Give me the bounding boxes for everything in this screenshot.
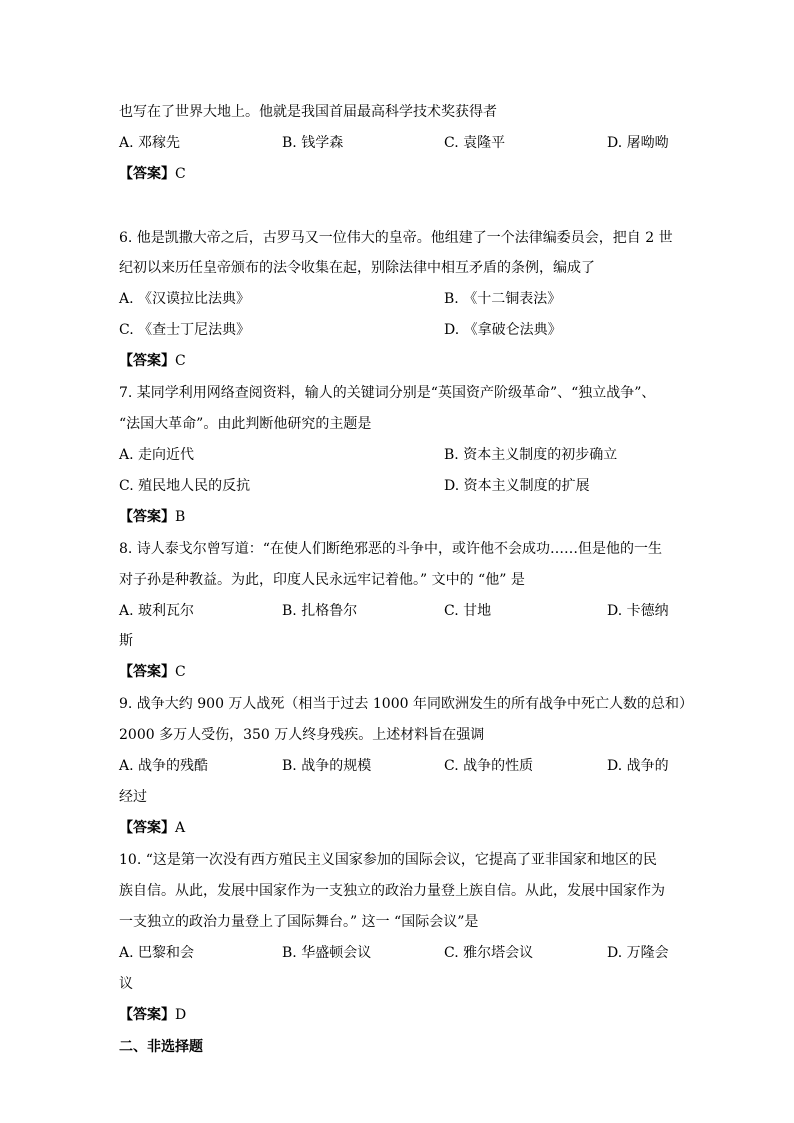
answer-value: C [175,166,186,182]
q6-stem-line1: 6. 他是凯撒大帝之后，古罗马又一位伟大的皇帝。他组建了一个法律编委员会，把自 2 世 [119,230,673,246]
q5-option-d: D. 屠呦呦 [607,135,669,151]
q8-option-b: B. 扎格鲁尔 [282,603,358,619]
q6-option-d: D. 《拿破仑法典》 [444,322,562,338]
q7-option-b: B. 资本主义制度的初步确立 [444,447,618,463]
section-heading: 二、非选择题 [119,1039,203,1055]
q9-option-wrap: 经过 [119,789,147,805]
q10-option-wrap: 议 [119,976,133,992]
q5-stem-line1: 也写在了世界大地上。他就是我国首届最高科学技术奖获得者 [119,104,497,120]
q10-option-b: B. 华盛顿会议 [282,945,372,961]
q7-stem-line2: “法国大革命”。由此判断他研究的主题是 [119,416,372,432]
answer-label: 【答案】 [119,664,175,680]
q9-answer [119,818,185,838]
q6-option-b: B. 《十二铜表法》 [444,291,562,307]
q10-answer [119,1005,186,1025]
q9-option-a: A. 战争的残酷 [119,758,209,774]
q8-option-c: C. 甘地 [444,603,492,619]
q9-stem-line2: 2000 多万人受伤，350 万人终身残疾。上述材料旨在强调 [119,727,485,743]
q10-stem-line1: 10. “这是第一次没有西方殖民主义国家参加的国际会议，它提高了亚非国家和地区的民 [119,852,657,868]
q6-stem-line2: 纪初以来历任皇帝颁布的法令收集在起，别除法律中相互矛盾的条例，编成了 [119,260,595,276]
q10-stem-line3: 一支独立的政治力量登上了国际舞台。” 这一 “国际会议”是 [119,914,479,930]
q10-option-a: A. 巴黎和会 [119,945,195,961]
q9-stem-line1: 9. 战争大约 900 万人战死（相当于过去 1000 年同欧洲发生的所有战争中死亡人数的总和） [119,696,693,712]
q10-option-d: D. 万隆会 [607,945,669,961]
q5-answer [119,164,186,184]
q9-option-d: D. 战争的 [607,758,669,774]
q7-option-d: D. 资本主义制度的扩展 [444,478,590,494]
answer-value: C [175,353,186,369]
q9-option-c: C. 战争的性质 [444,758,534,774]
q6-option-c: C. 《查士丁尼法典》 [119,322,251,338]
q10-option-c: C. 雅尔塔会议 [444,945,534,961]
q10-stem-line2: 族自信。从此，发展中国家作为一支独立的政治力量登上族自信。从此，发展中国家作为 [119,883,665,899]
q6-answer [119,351,186,371]
q7-option-c: C. 殖民地人民的反抗 [119,478,251,494]
answer-label: 【答案】 [119,509,175,525]
q6-option-a: A. 《汉谟拉比法典》 [119,291,251,307]
q8-option-d: D. 卡德纳 [607,603,669,619]
q5-option-c: C. 袁隆平 [444,135,506,151]
answer-label: 【答案】 [119,166,175,182]
q7-stem-line1: 7. 某同学利用网络查阅资料，输人的关键词分别是“英国资产阶级革命”、“独立战争”、 [119,385,656,401]
q8-option-wrap: 斯 [119,633,133,649]
q7-option-a: A. 走向近代 [119,447,195,463]
q8-stem-line1: 8. 诗人泰戈尔曾写道：“在使人们断绝邪恶的斗争中，或许他不会成功……但是他的一生 [119,541,662,557]
q8-option-a: A. 玻利瓦尔 [119,603,195,619]
q5-option-b: B. 钱学森 [282,135,344,151]
q5-option-a: A. 邓稼先 [119,135,181,151]
answer-value: D [175,1007,187,1023]
q8-stem-line2: 对子孙是种教益。为此，印度人民永远牢记着他。” 文中的 “他” 是 [119,572,525,588]
answer-value: B [175,509,186,525]
q8-answer [119,662,186,682]
answer-label: 【答案】 [119,1007,175,1023]
answer-label: 【答案】 [119,353,175,369]
answer-value: A [175,820,186,836]
answer-value: C [175,664,186,680]
q9-option-b: B. 战争的规模 [282,758,372,774]
q7-answer [119,507,185,527]
answer-label: 【答案】 [119,820,175,836]
